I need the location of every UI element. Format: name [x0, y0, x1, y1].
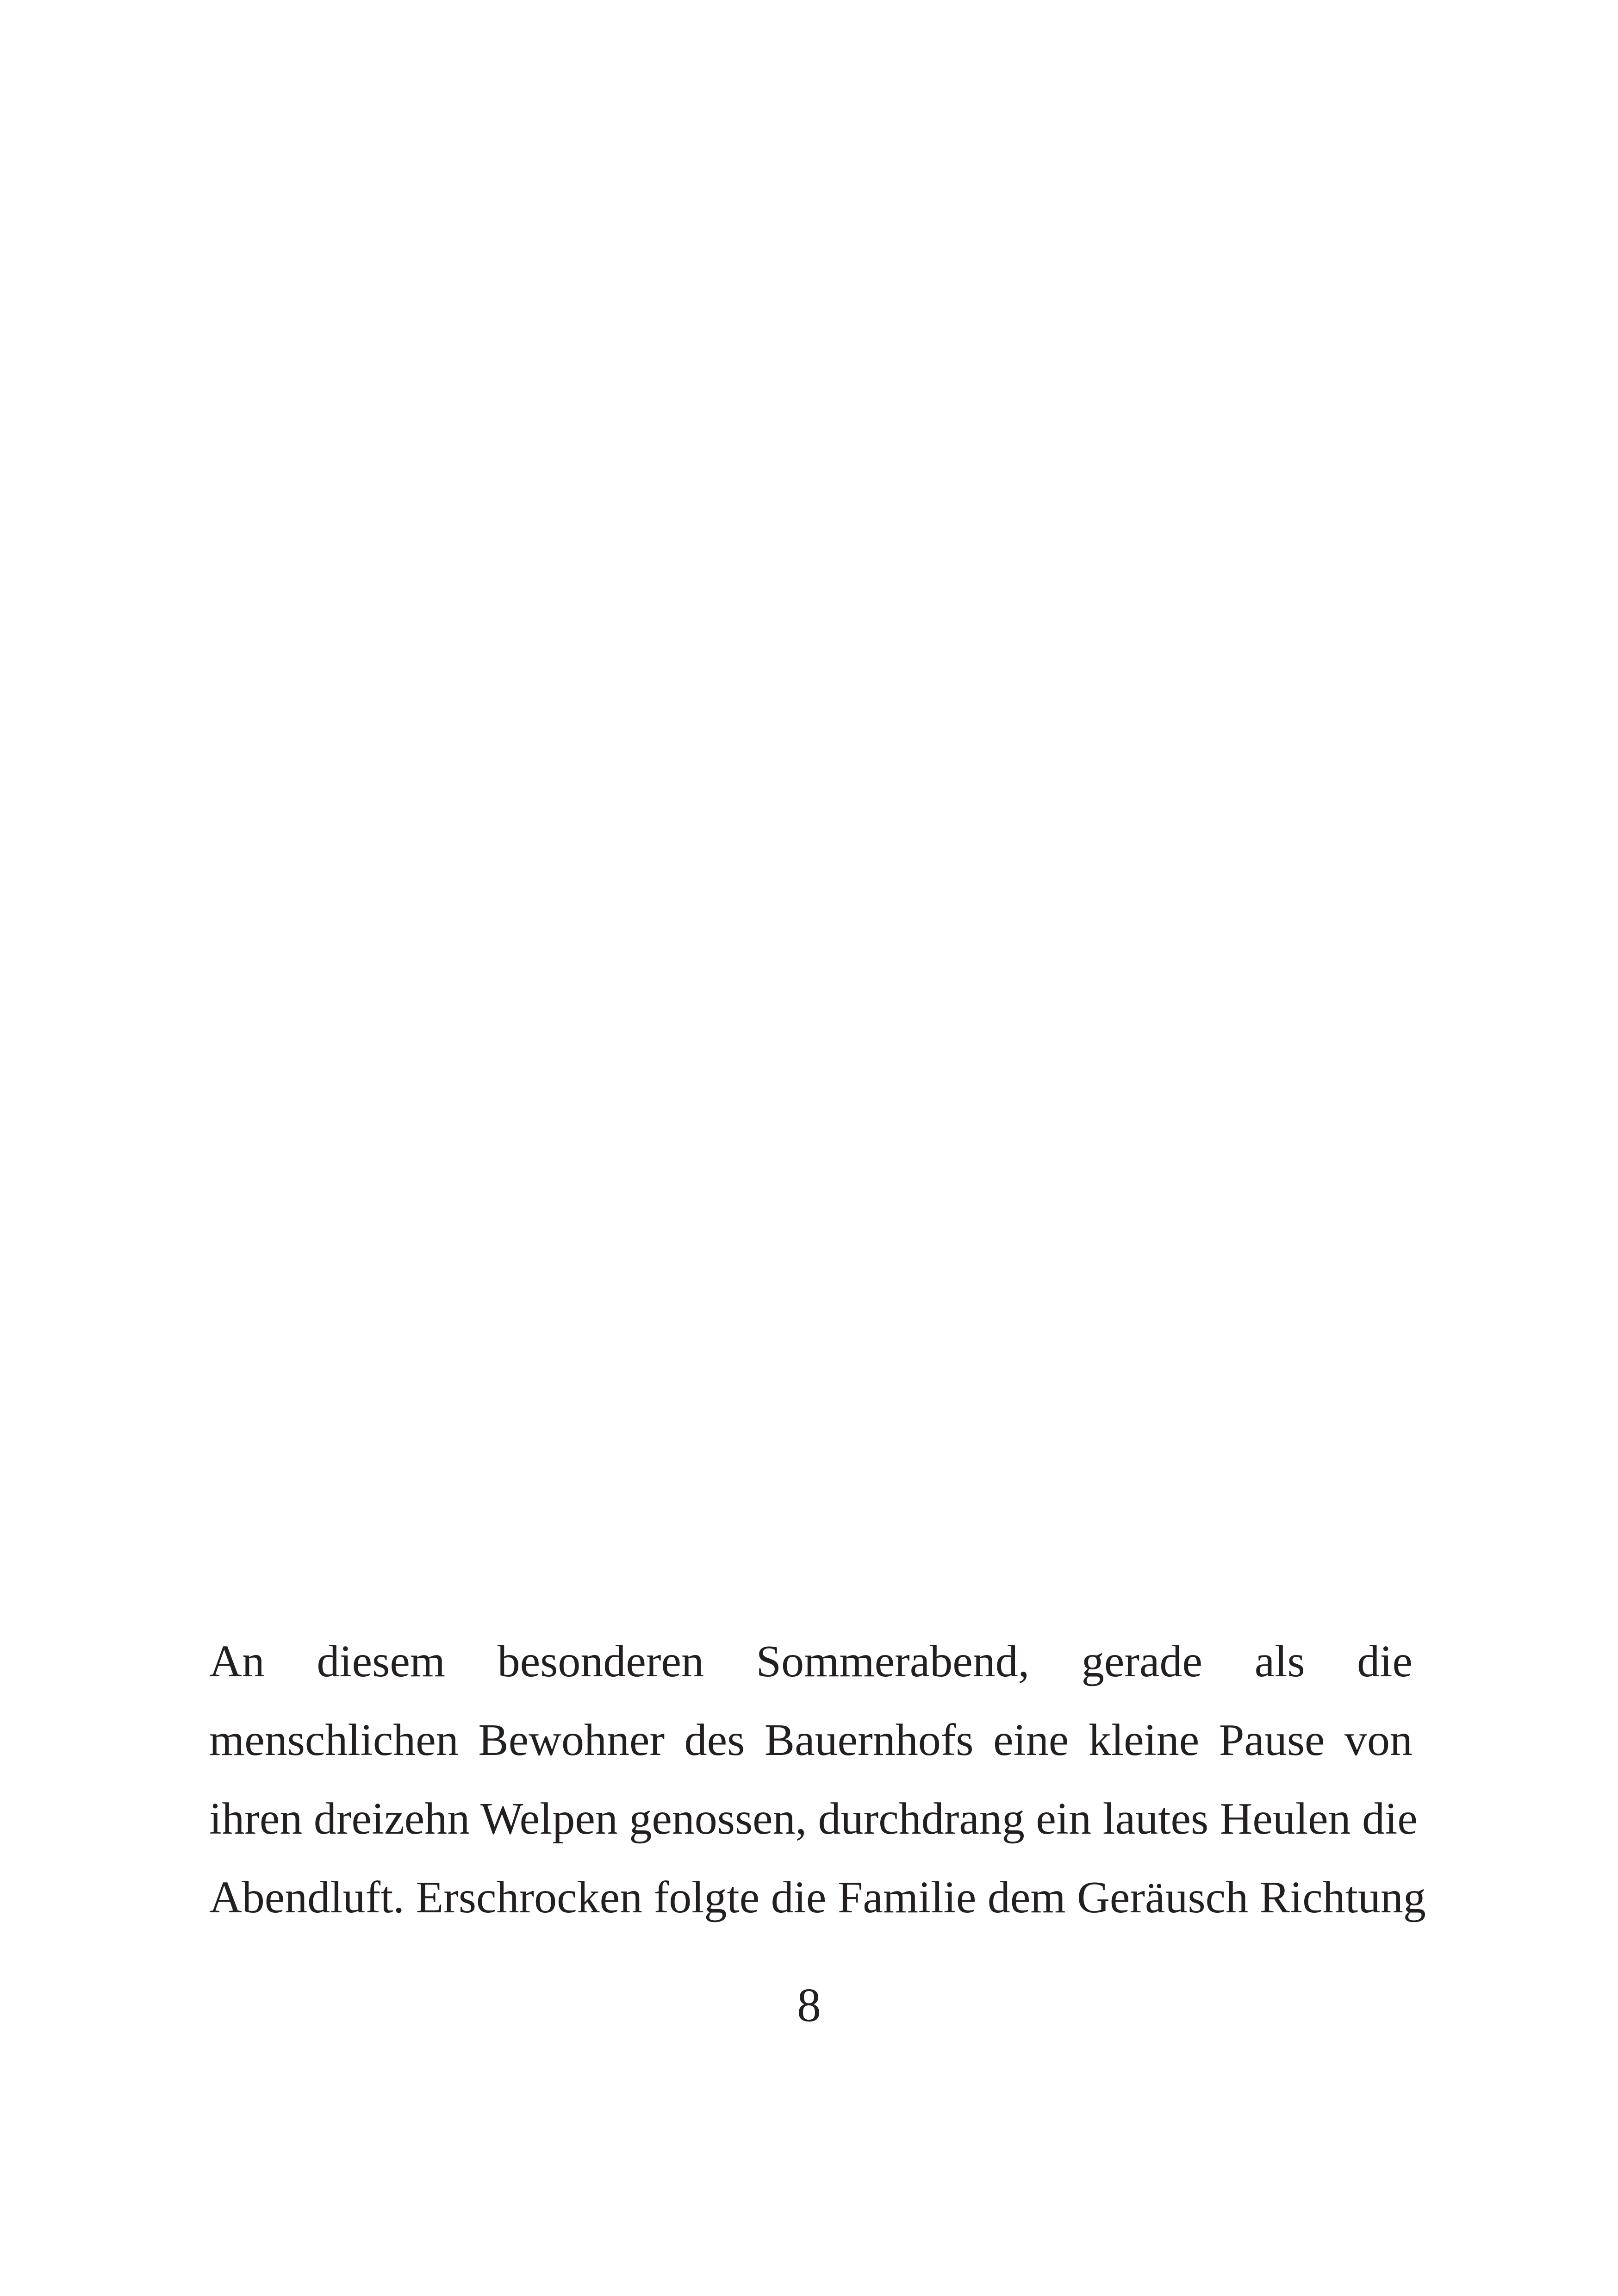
body-paragraph: [209, 1622, 1426, 1937]
text-line-2: menschlichen Bewohner des Bauernhofs eine kleine Pause von: [209, 1715, 1413, 1765]
text-line-4: Abendluft. Erschrocken folgte die Familie dem Geräusch Richtung: [209, 1873, 1426, 1923]
text-line-1: An diesem besonderen Sommerabend, gerade als die: [209, 1636, 1413, 1686]
page-number: 8: [797, 1979, 821, 2032]
text-line-3: ihren dreizehn Welpen genossen, durchdrang ein lautes Heulen die: [209, 1794, 1418, 1844]
